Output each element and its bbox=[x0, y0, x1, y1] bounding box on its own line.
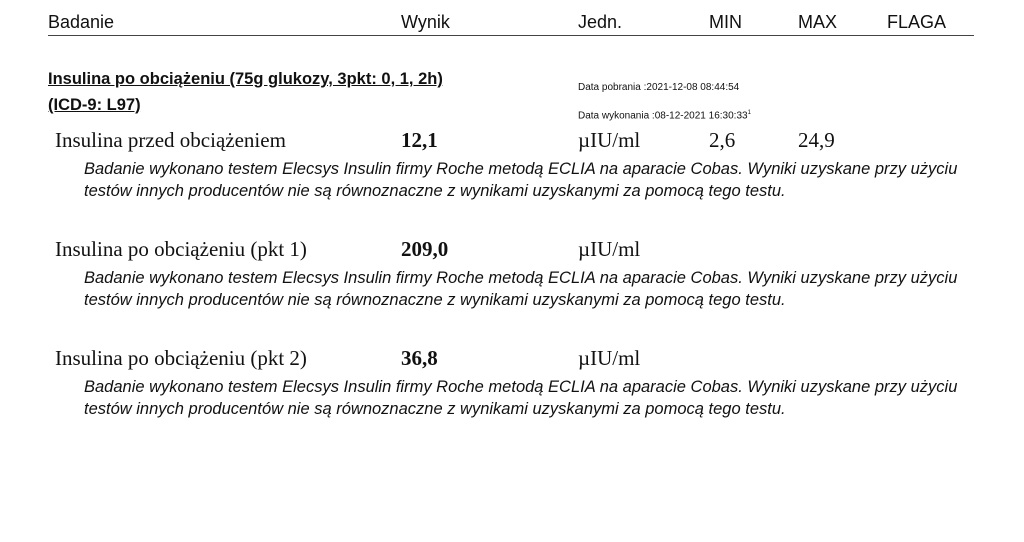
column-header-min: MIN bbox=[709, 12, 742, 32]
result-value: 36,8 bbox=[401, 346, 438, 370]
column-header-max: MAX bbox=[798, 12, 838, 32]
result-note: Badanie wykonano testem Elecsys Insulin firmy Roche metodą ECLIA na aparacie Cobas. Wyniki uzyskane przy użyciu testów innych producentów nie są równoznaczne z wynikami uzyskanymi za pomocą tego testu. bbox=[84, 378, 958, 418]
header-divider bbox=[48, 35, 974, 36]
collection-date: Data pobrania :2021-12-08 08:44:54 bbox=[578, 82, 740, 93]
column-header-jedn: Jedn. bbox=[578, 12, 623, 32]
column-header-badanie: Badanie bbox=[48, 12, 115, 32]
test-title: Insulina po obciążeniu (75g glukozy, 3pkt: 0, 1, 2h) bbox=[48, 70, 443, 88]
test-icd-code: (ICD-9: L97) bbox=[48, 96, 141, 114]
result-unit: µIU/ml bbox=[578, 346, 641, 370]
result-name: Insulina przed obciążeniem bbox=[55, 128, 286, 152]
execution-date-mark: 1 bbox=[747, 110, 751, 116]
column-header-flaga: FLAGA bbox=[887, 12, 947, 32]
result-note: Badanie wykonano testem Elecsys Insulin firmy Roche metodą ECLIA na aparacie Cobas. Wyniki uzyskane przy użyciu testów innych producentów nie są równoznaczne z wynikami uzyskanymi za pomocą tego testu. bbox=[84, 269, 958, 309]
result-note: Badanie wykonano testem Elecsys Insulin firmy Roche metodą ECLIA na aparacie Cobas. Wyniki uzyskane przy użyciu testów innych producentów nie są równoznaczne z wynikami uzyskanymi za pomocą tego testu. bbox=[84, 160, 958, 200]
result-unit: µIU/ml bbox=[578, 237, 641, 261]
result-name: Insulina po obciążeniu (pkt 1) bbox=[55, 237, 307, 261]
result-max: 24,9 bbox=[798, 128, 835, 152]
result-value: 12,1 bbox=[401, 128, 438, 152]
result-name: Insulina po obciążeniu (pkt 2) bbox=[55, 346, 307, 370]
result-unit: µIU/ml bbox=[578, 128, 641, 152]
column-header-wynik: Wynik bbox=[401, 12, 450, 32]
result-value: 209,0 bbox=[401, 237, 449, 261]
execution-date: Data wykonania :08-12-2021 $16:30:33^1$ bbox=[578, 110, 751, 122]
result-min: 2,6 bbox=[709, 128, 736, 152]
